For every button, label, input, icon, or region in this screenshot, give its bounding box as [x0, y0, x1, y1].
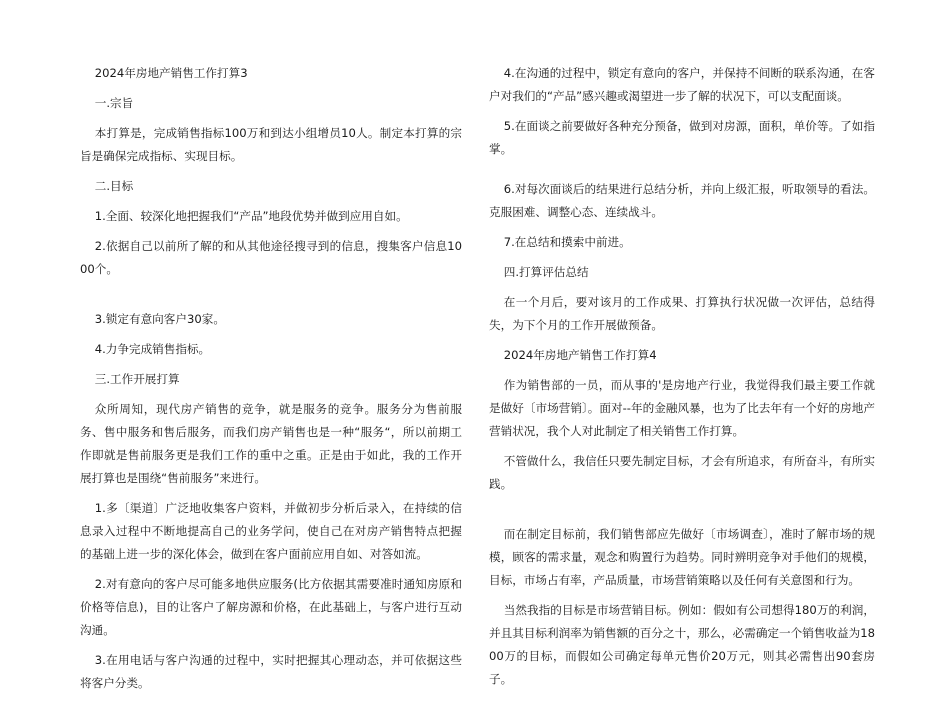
- paragraph-intro: 作为销售部的一员，而从事的'是房地产行业，我觉得我们最主要工作就是做好〔市场营销〕。面对--年的金融风暴，也为了比去年有一个好的房地产营销状况，我个人对此制定了相关销售工作打算。: [489, 378, 875, 438]
- spacer: [489, 503, 875, 523]
- paragraph-evaluation: 在一个月后，要对该月的工作成果、打算执行状况做一次评估，总结得失，为下个月的工作开展做预备。: [489, 295, 875, 332]
- paragraph-service: 众所周知，现代房产销售的竞争，就是服务的竞争。服务分为售前服务、售中服务和售后服务，而我们房产销售也是一种“服务“，所以前期工作即就是售前服务更是我们工作的重中之重。正是由于如此，我的工作开展打算也是围绕“售前服务”来进行。: [80, 402, 462, 485]
- right-column: [489, 62, 875, 698]
- spacer: [80, 288, 462, 308]
- goal-item-4: 4.力争完成销售指标。: [94, 342, 211, 356]
- plan-item-2: 2.对有意向的客户尽可能多地供应服务(比方依据其需要准时通知房原和价格等信息)，目的让客户了解房源和价格，在此基础上，与客户进行互动沟通。: [80, 577, 462, 637]
- plan-item-7: 7.在总结和摸索中前进。: [503, 235, 631, 249]
- heading-evaluation: 四.打算评估总结: [503, 265, 589, 279]
- plan-item-4: 4.在沟通的过程中，锁定有意向的客户，并保持不间断的联系沟通，在客户对我们的“产品”感兴趣或渴望进一步了解的状况下，可以支配面谈。: [489, 66, 875, 103]
- plan-item-6: 6.对每次面谈后的结果进行总结分析，并向上级汇报，听取领导的看法。克服困难、调整心态、连续战斗。: [489, 182, 875, 219]
- section-title-plan-4: 2024年房地产销售工作打算4: [503, 348, 657, 362]
- goal-item-3: 3.锁定有意向客户30家。: [94, 312, 225, 326]
- paragraph-target: 当然我指的目标是市场营销目标。例如：假如有公司想得180万的利润，并且其目标利润率为销售额的百分之十，那么，必需确定一个销售收益为1800万的目标，而假如公司确定每单元售价20万元，则其必需售出90套房子。: [489, 603, 875, 686]
- goal-item-2: 2.依据自己以前所了解的和从其他途径搜寻到的信息，搜集客户信息1000个。: [80, 239, 462, 276]
- heading-work-plan: 三.工作开展打算: [94, 372, 180, 386]
- plan-item-1: 1.多〔渠道〕广泛地收集客户资料，并做初步分析后录入，在持续的信息录入过程中不断地提高自己的业务学问，使自己在对房产销售特点把握的基础上进一步的深化体会，做到在客户面前应用自如、对答如流。: [80, 501, 462, 561]
- plan-item-3: 3.在用电话与客户沟通的过程中，实时把握其心理动态，并可依据这些将客户分类。: [80, 653, 462, 690]
- paragraph-purpose: 本打算是，完成销售指标100万和到达小组增员10人。制定本打算的宗旨是确保完成指标、实现目标。: [80, 126, 462, 163]
- spacer: [489, 168, 875, 178]
- paragraph-persist: 不管做什么，我信任只要先制定目标，才会有所追求，有所奋斗，有所实践。: [489, 454, 875, 491]
- goal-item-1: 1.全面、较深化地把握我们“产品”地段优势并做到应用自如。: [94, 209, 408, 223]
- heading-goals: 二.目标: [94, 179, 134, 193]
- heading-purpose: 一.宗旨: [94, 96, 134, 110]
- section-title-plan-3: 2024年房地产销售工作打算3: [94, 66, 248, 80]
- plan-item-5: 5.在面谈之前要做好各种充分预备，做到对房源，面积，单价等。了如指掌。: [489, 119, 875, 156]
- paragraph-market-research: 而在制定目标前，我们销售部应先做好〔市场调查〕，准时了解市场的规模，顾客的需求量，观念和购置行为趋势。同时辨明竞争对手他们的规模，目标，市场占有率，产品质量，市场营销策略以及任何有关意图和行为。: [489, 527, 875, 587]
- left-column: [80, 62, 462, 702]
